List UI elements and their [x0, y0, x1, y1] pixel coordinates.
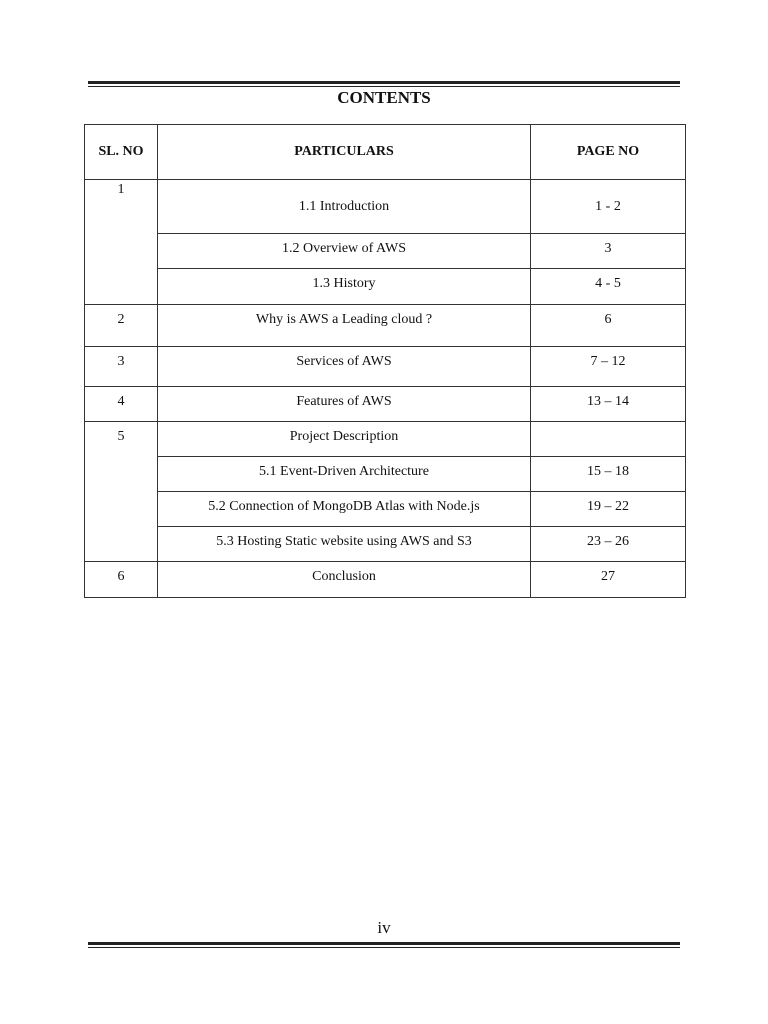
contents-table [84, 124, 686, 598]
row-particular: Project Description [158, 422, 531, 457]
header-particulars: PARTICULARS [158, 125, 531, 180]
row-sl-no: 3 [85, 347, 158, 387]
header-sl-no: SL. NO [85, 125, 158, 180]
row-particular: Conclusion [158, 562, 531, 598]
row-page-no: 23 – 26 [531, 527, 686, 562]
top-rule [88, 81, 680, 87]
page-number: iv [377, 918, 391, 937]
row-particular: 5.1 Event-Driven Architecture [158, 457, 531, 492]
row-sl-no: 1 [85, 180, 158, 305]
row-sl-no: 5 [85, 422, 158, 562]
table-row [85, 269, 686, 305]
table-row [85, 457, 686, 492]
table-row [85, 347, 686, 387]
table-header-row [85, 125, 686, 180]
row-particular: 1.3 History [158, 269, 531, 305]
row-page-no: 7 – 12 [531, 347, 686, 387]
table-row [85, 305, 686, 347]
row-page-no: 4 - 5 [531, 269, 686, 305]
row-page-no [531, 422, 686, 457]
header-page-no: PAGE NO [531, 125, 686, 180]
row-particular: 5.3 Hosting Static website using AWS and S3 [158, 527, 531, 562]
row-page-no: 27 [531, 562, 686, 598]
row-particular: 1.1 Introduction [158, 180, 531, 234]
row-page-no: 1 - 2 [531, 180, 686, 234]
row-particular: 1.2 Overview of AWS [158, 234, 531, 269]
row-particular: Services of AWS [158, 347, 531, 387]
table-row [85, 387, 686, 422]
row-particular: 5.2 Connection of MongoDB Atlas with Node.js [158, 492, 531, 527]
row-particular: Features of AWS [158, 387, 531, 422]
row-sl-no: 6 [85, 562, 158, 598]
row-page-no: 3 [531, 234, 686, 269]
page-title: CONTENTS [337, 88, 431, 107]
row-page-no: 19 – 22 [531, 492, 686, 527]
row-particular: Why is AWS a Leading cloud ? [158, 305, 531, 347]
row-sl-no: 2 [85, 305, 158, 347]
row-page-no: 13 – 14 [531, 387, 686, 422]
row-page-no: 6 [531, 305, 686, 347]
row-sl-no: 4 [85, 387, 158, 422]
table-row [85, 492, 686, 527]
bottom-rule [88, 942, 680, 948]
table-row [85, 562, 686, 598]
row-page-no: 15 – 18 [531, 457, 686, 492]
table-row [85, 234, 686, 269]
table-row [85, 527, 686, 562]
table-row [85, 422, 686, 457]
table-row [85, 180, 686, 234]
